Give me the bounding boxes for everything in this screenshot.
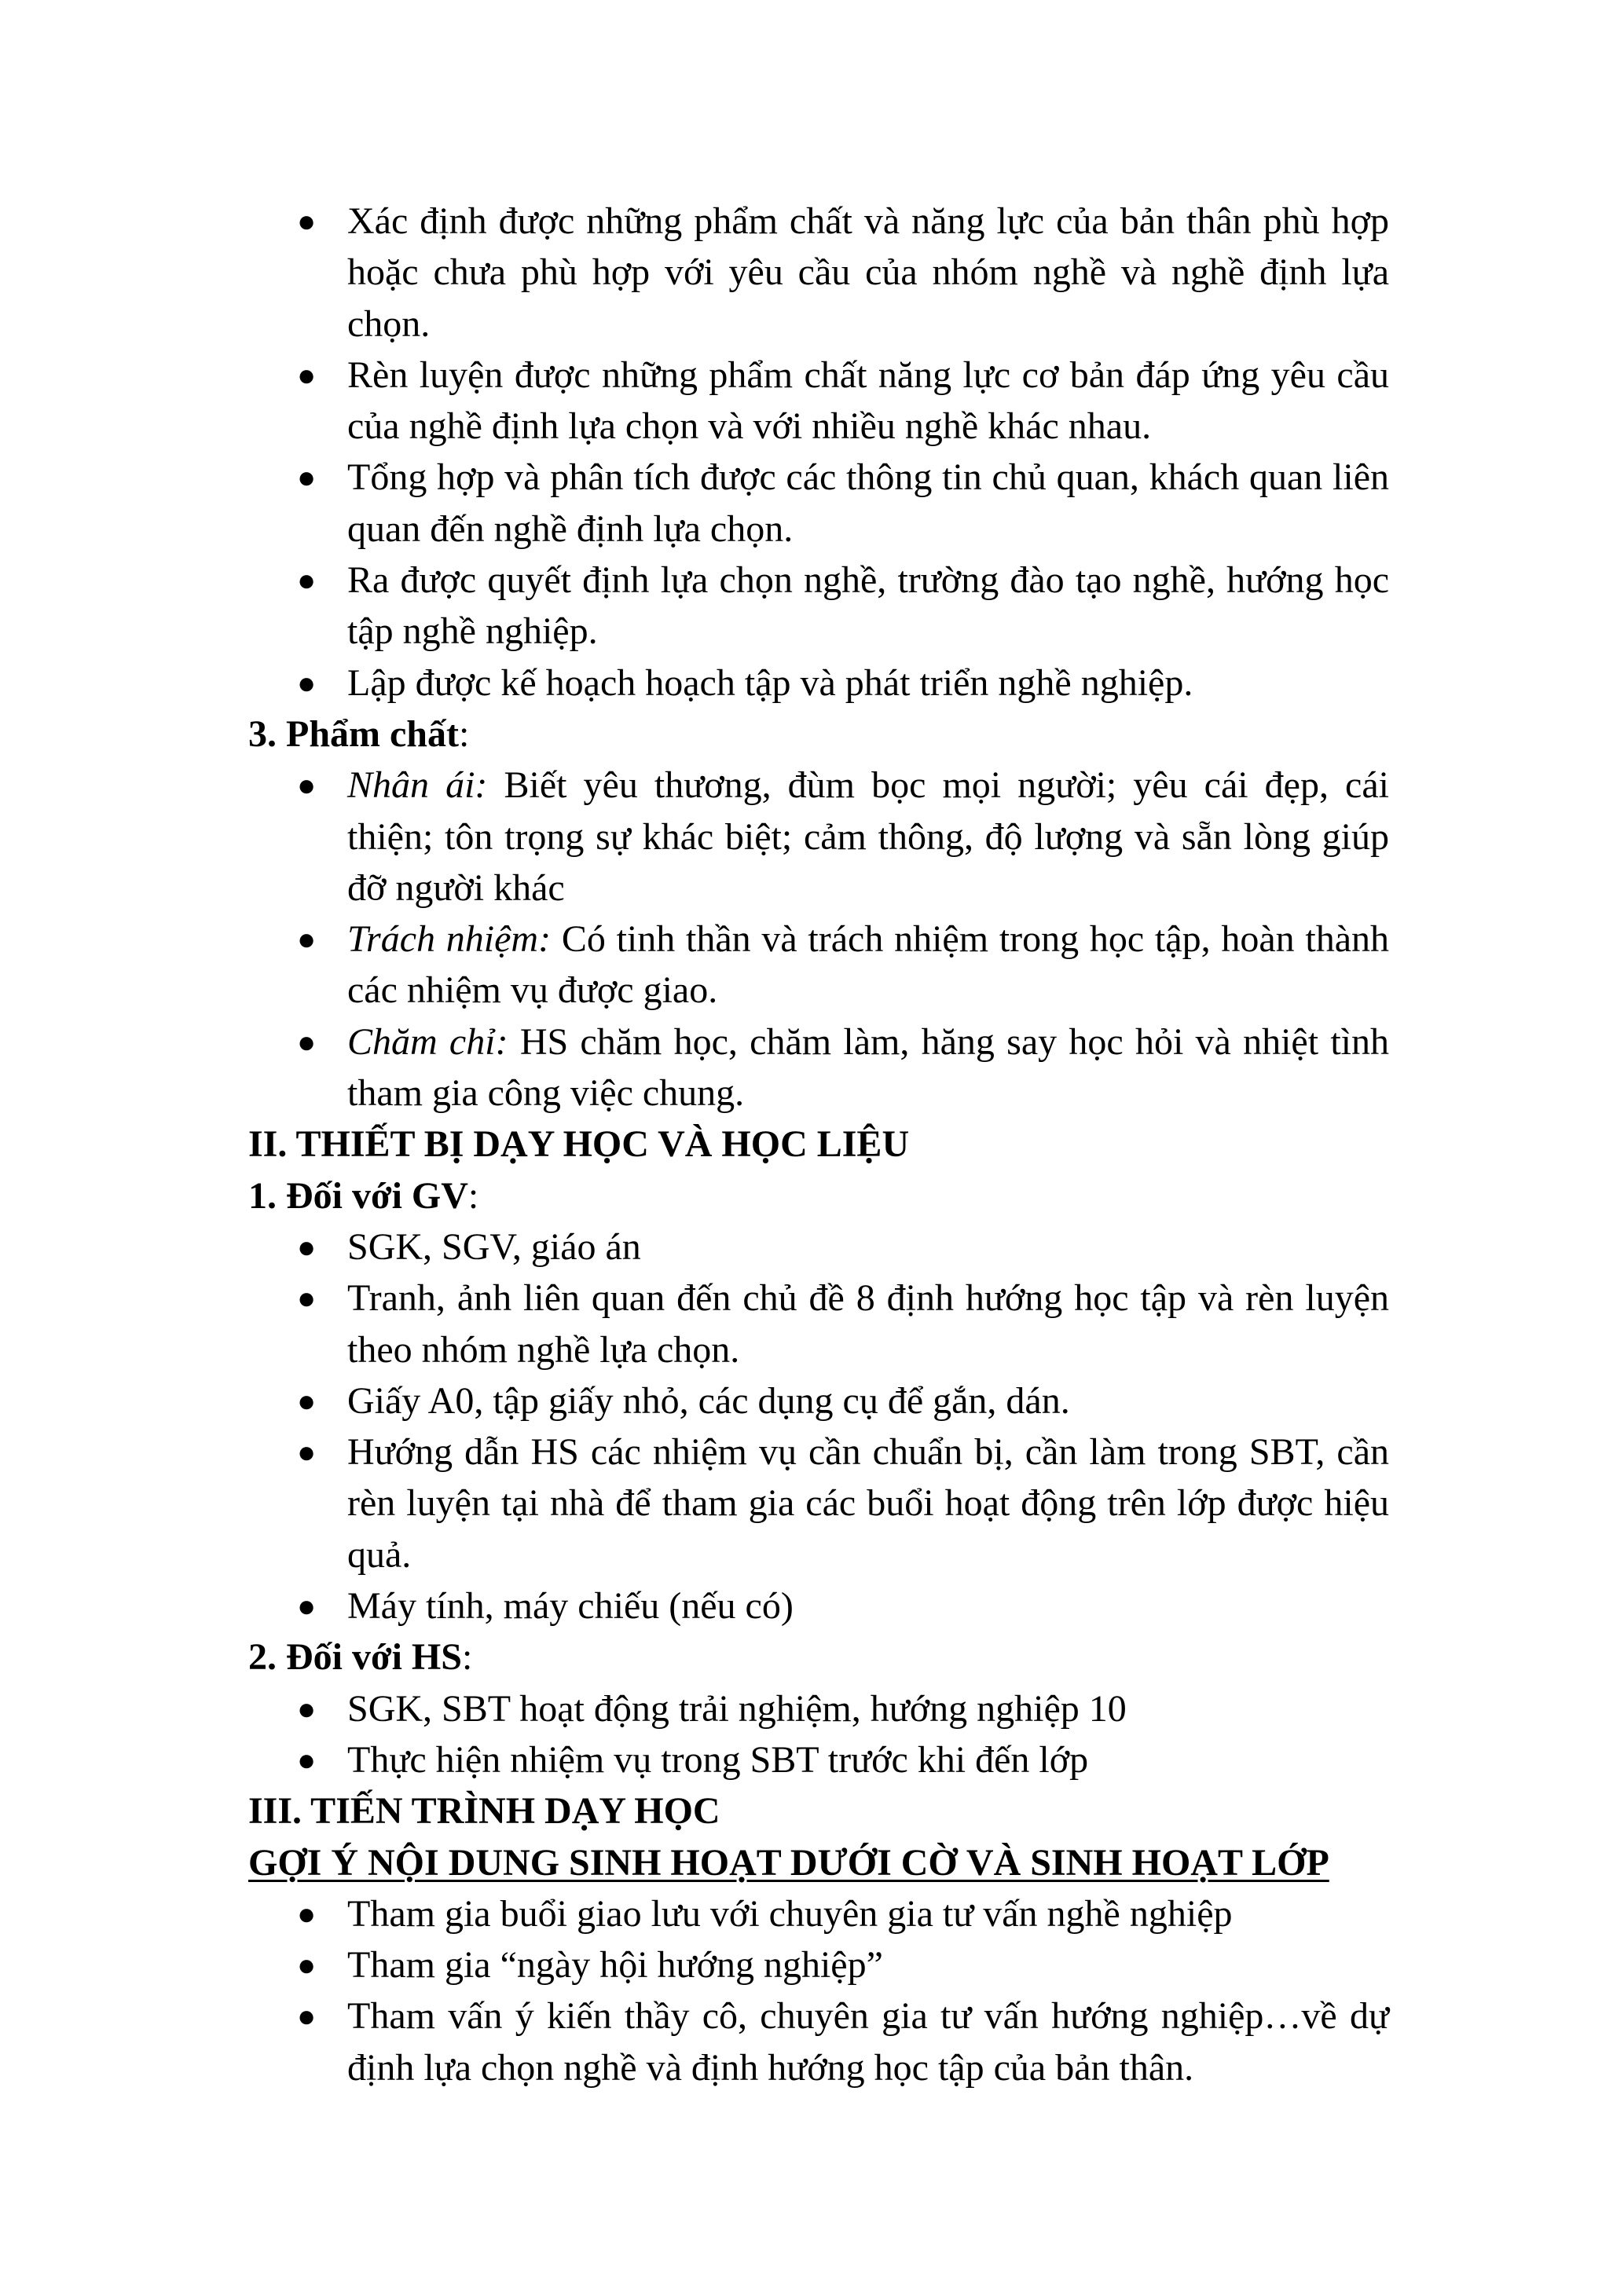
list-item: ● Rèn luyện được những phẩm chất năng lực cơ bản đáp ứng yêu cầu của nghề định lựa chọn và với nhiều nghề khác nhau.	[248, 350, 1389, 452]
heading-gv: 1. Đối với GV:	[248, 1174, 479, 1217]
bullet-icon: ●	[297, 1690, 317, 1727]
bullet-icon: ●	[297, 1280, 317, 1316]
bullet-icon: ●	[297, 921, 317, 958]
list-item: ● Tổng hợp và phân tích được các thông tin chủ quan, khách quan liên quan đến nghề định lựa chọn.	[248, 452, 1389, 555]
bullet-icon: ●	[297, 1382, 317, 1419]
bullet-icon: ●	[297, 203, 317, 239]
heading-pham-chat: 3. Phẩm chất:	[248, 712, 470, 755]
bullet-icon: ●	[297, 1023, 317, 1060]
list-item: ● Chăm chỉ: HS chăm học, chăm làm, hăng say học hỏi và nhiệt tình tham gia công việc chung.	[248, 1016, 1389, 1119]
document-page	[248, 196, 1389, 2093]
competency-list	[248, 196, 1389, 709]
hs-list	[248, 1683, 1389, 1786]
heading-hs: 2. Đối với HS:	[248, 1636, 473, 1679]
bullet-icon: ●	[297, 357, 317, 393]
activity-list	[248, 1888, 1389, 2093]
list-item: ● Máy tính, máy chiếu (nếu có)	[248, 1580, 1389, 1631]
bullet-icon: ●	[297, 1434, 317, 1470]
list-item: ● SGK, SBT hoạt động trải nghiệm, hướng nghiệp 10	[248, 1683, 1389, 1734]
list-item: ● Tham vấn ý kiến thầy cô, chuyên gia tư vấn hướng nghiệp…về dự định lựa chọn nghề và định hướng học tập của bản thân.	[248, 1990, 1389, 2093]
qualities-list	[248, 760, 1389, 1119]
list-item: ● Xác định được những phẩm chất và năng lực của bản thân phù hợp hoặc chưa phù hợp với yêu cầu của nhóm nghề và nghề định lựa chọn.	[248, 196, 1389, 350]
heading-thiet-bi: II. THIẾT BỊ DẠY HỌC VÀ HỌC LIỆU	[248, 1123, 910, 1166]
list-item: ● Lập được kế hoạch hoạch tập và phát triển nghề nghiệp.	[248, 657, 1389, 709]
list-item: ● Tham gia buổi giao lưu với chuyên gia tư vấn nghề nghiệp	[248, 1888, 1389, 1939]
list-item: ● Hướng dẫn HS các nhiệm vụ cần chuẩn bị, cần làm trong SBT, cần rèn luyện tại nhà để tham gia các buổi hoạt động trên lớp được hiệu quả.	[248, 1426, 1389, 1580]
bullet-icon: ●	[297, 767, 317, 804]
bullet-icon: ●	[297, 1895, 317, 1932]
list-item: ● Tranh, ảnh liên quan đến chủ đề 8 định hướng học tập và rèn luyện theo nhóm nghề lựa chọn.	[248, 1273, 1389, 1375]
bullet-icon: ●	[297, 1741, 317, 1778]
list-item: ● Trách nhiệm: Có tinh thần và trách nhiệm trong học tập, hoàn thành các nhiệm vụ được giao.	[248, 914, 1389, 1016]
bullet-icon: ●	[297, 460, 317, 496]
list-item: ● SGK, SGV, giáo án	[248, 1221, 1389, 1273]
bullet-icon: ●	[297, 1588, 317, 1624]
list-item: ● Ra được quyết định lựa chọn nghề, trường đào tạo nghề, hướng học tập nghề nghiệp.	[248, 555, 1389, 657]
list-item: ● Tham gia “ngày hội hướng nghiệp”	[248, 1939, 1389, 1990]
list-item: ● Thực hiện nhiệm vụ trong SBT trước khi đến lớp	[248, 1734, 1389, 1785]
list-item: ● Nhân ái: Biết yêu thương, đùm bọc mọi người; yêu cái đẹp, cái thiện; tôn trọng sự khác biệt; cảm thông, độ lượng và sẵn lòng giúp đỡ người khác	[248, 760, 1389, 914]
bullet-icon: ●	[297, 1229, 317, 1265]
bullet-icon: ●	[297, 1998, 317, 2034]
bullet-icon: ●	[297, 665, 317, 701]
gv-list	[248, 1221, 1389, 1631]
list-item: ● Giấy A0, tập giấy nhỏ, các dụng cụ để gắn, dán.	[248, 1375, 1389, 1426]
heading-tien-trinh: III. TIẾN TRÌNH DẠY HỌC	[248, 1790, 720, 1833]
bullet-icon: ●	[297, 1947, 317, 1983]
bullet-icon: ●	[297, 562, 317, 599]
subheading-goi-y: GỢI Ý NỘI DUNG SINH HOẠT DƯỚI CỜ VÀ SINH HOẠT LỚP	[248, 1841, 1329, 1884]
